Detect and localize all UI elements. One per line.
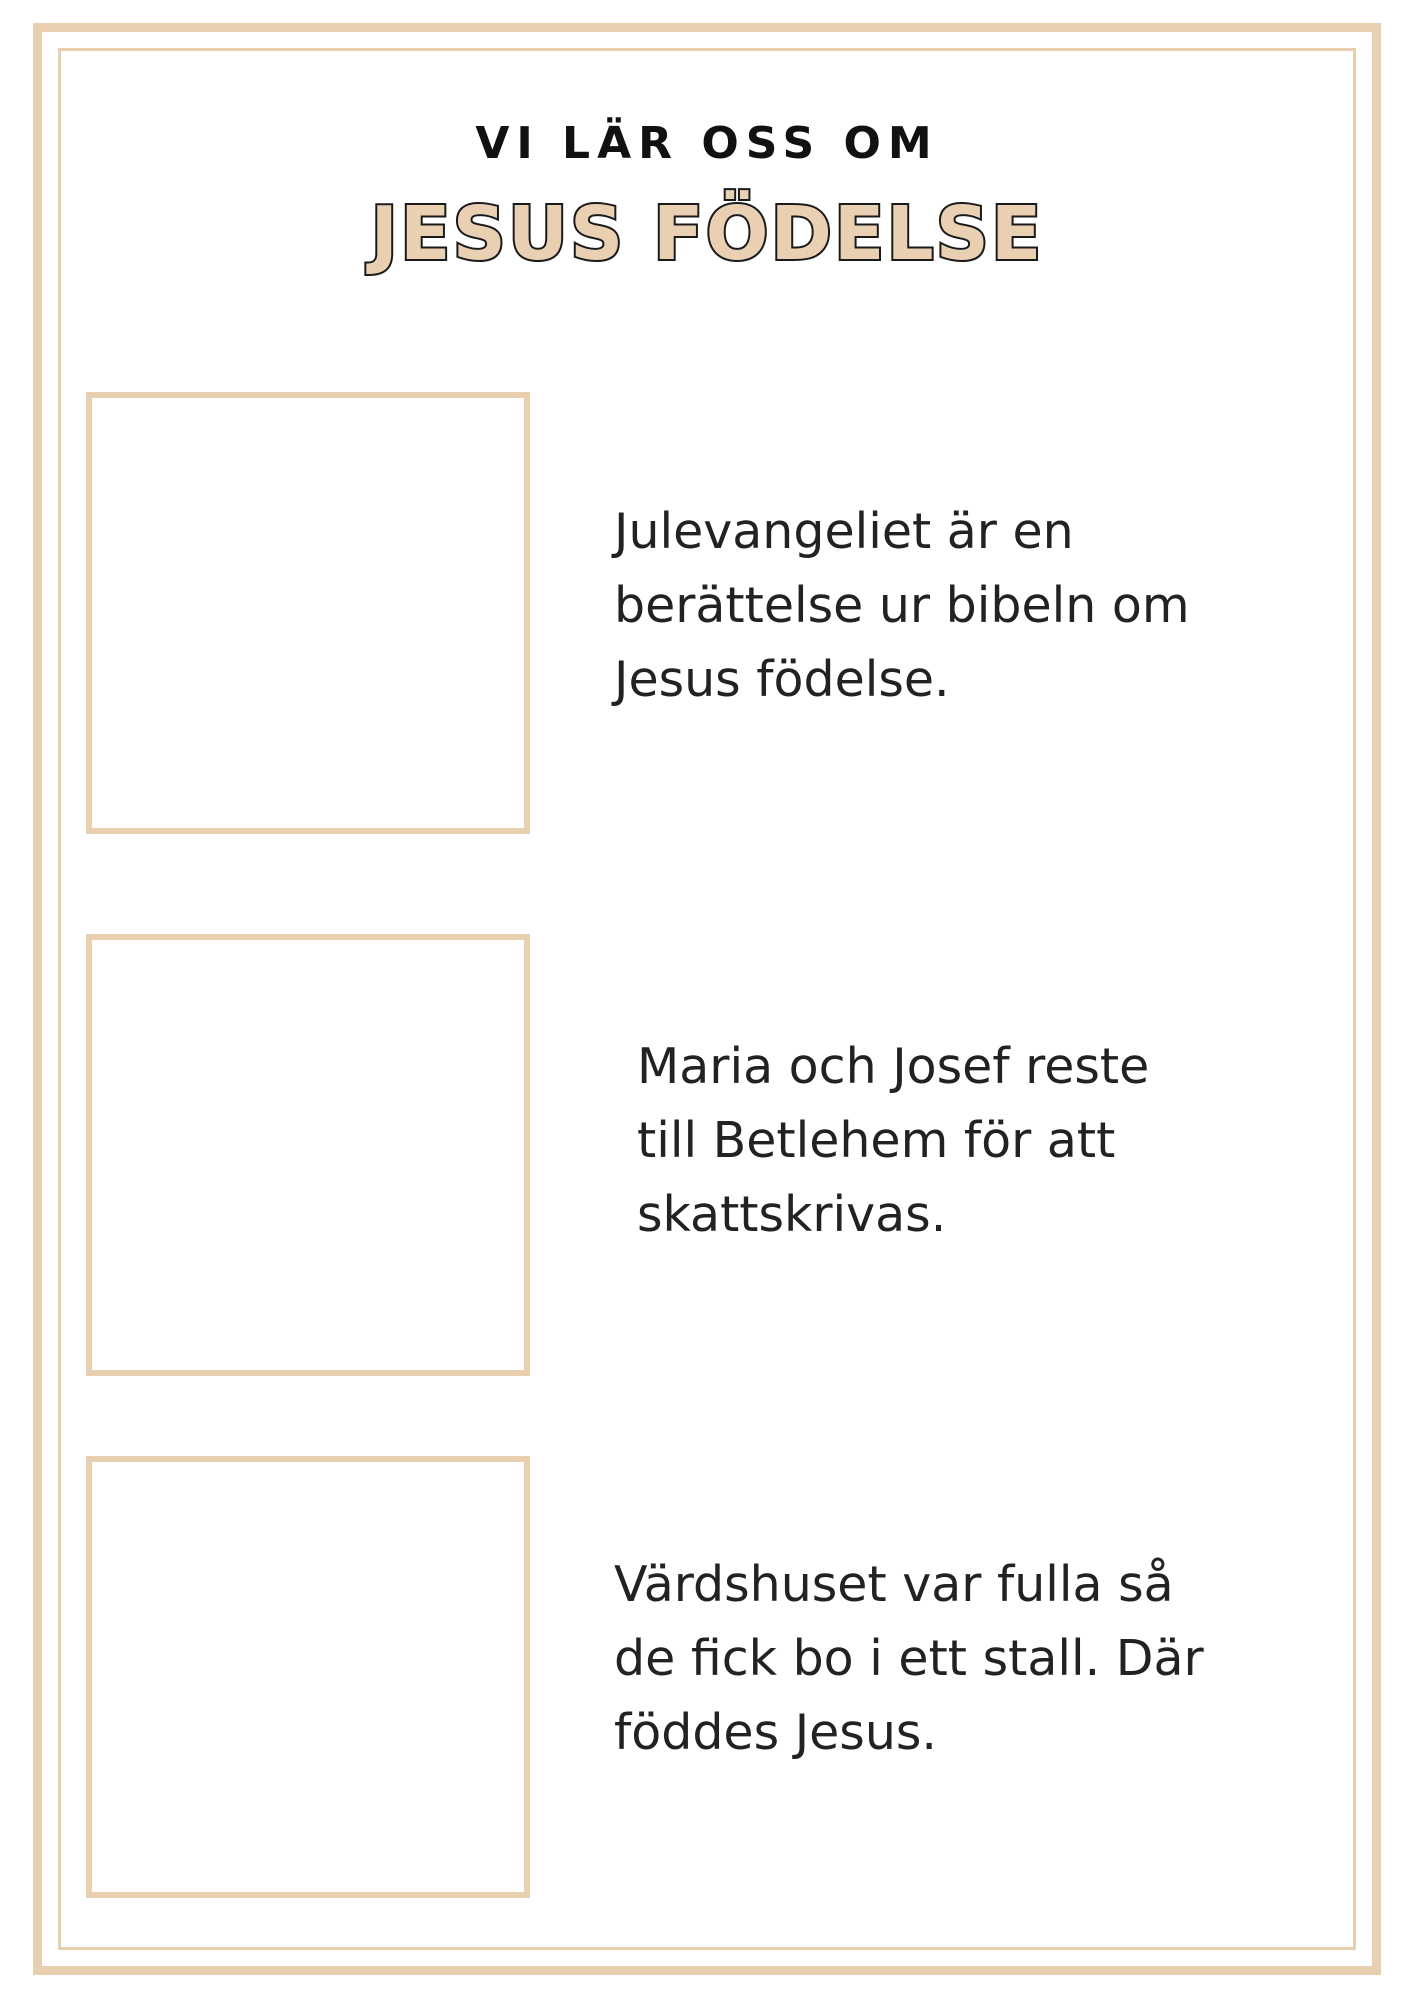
drawing-box-3[interactable]	[86, 1456, 530, 1898]
drawing-box-2[interactable]	[86, 934, 530, 1376]
header-kicker: VI LÄR OSS OM	[475, 118, 939, 169]
caption-2: Maria och Josef reste till Betlehem för att skattskrivas.	[637, 1038, 1150, 1243]
caption-3: Värdshuset var fulla så de fick bo i ett stall. Där föddes Jesus.	[614, 1556, 1204, 1761]
caption-1: Julevangeliet är en berättelse ur bibeln om Jesus födelse.	[614, 503, 1190, 708]
drawing-box-1[interactable]	[86, 392, 530, 834]
page-title: JESUS FÖDELSE	[370, 191, 1044, 277]
